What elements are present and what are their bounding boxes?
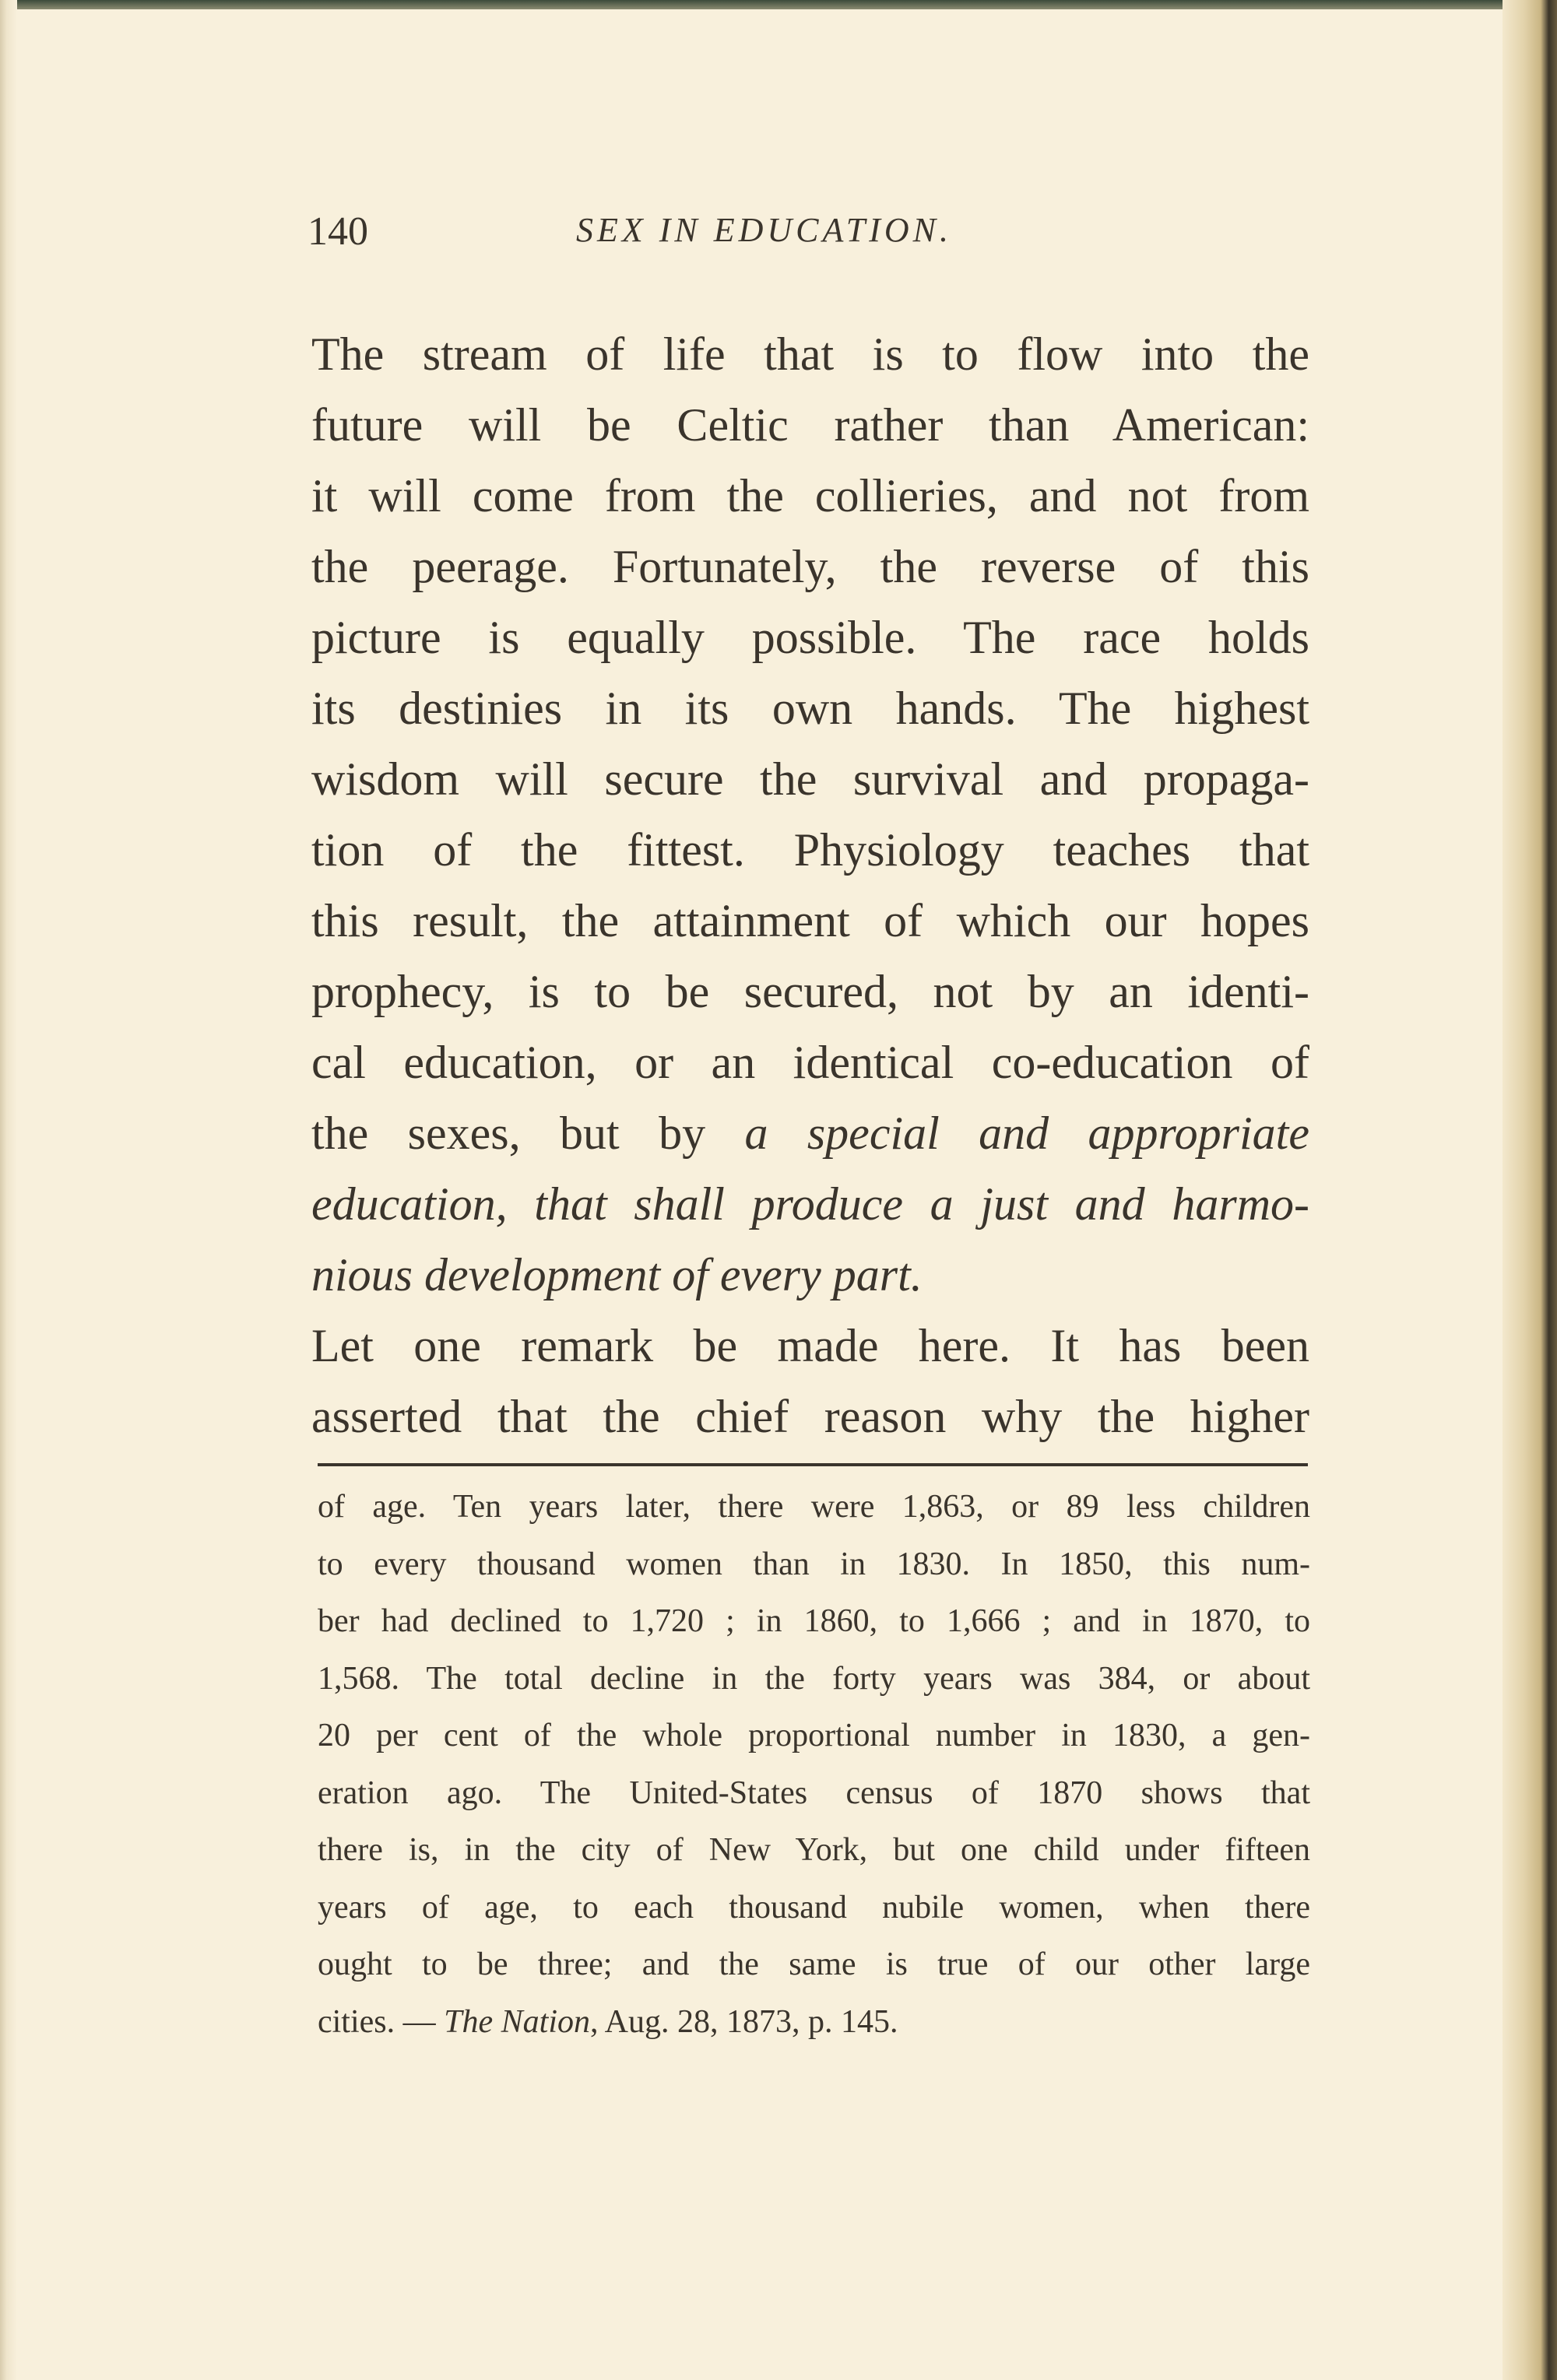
footnote-line: there is, in the city of New York, but one child under fifteen [318, 1832, 1310, 1868]
text-line: prophecy, is to be secured, not by an identi- [311, 966, 1309, 1017]
text-line: it will come from the collieries, and not from [311, 470, 1309, 521]
footnote-line: eration ago. The United-States census of 1870 shows that [318, 1774, 1310, 1811]
text-line: asserted that the chief reason why the higher [311, 1391, 1309, 1442]
text-line: picture is equally possible. The race holds [311, 612, 1309, 663]
page-header [308, 209, 1312, 263]
text-plain: the sexes, but by [311, 1108, 745, 1159]
footnote-line: of age. Ten years later, there were 1,863, or 89 less children [318, 1489, 1310, 1525]
footnote-citation [318, 1994, 1310, 2052]
footnote-rule [318, 1463, 1308, 1466]
footnote-line: to every thousand women than in 1830. In 1850, this num- [318, 1546, 1310, 1582]
book-fore-edge [1503, 0, 1557, 2380]
citation-source: The Nation [444, 2003, 590, 2040]
page-number: 140 [308, 209, 368, 254]
text-italic: a special and appropriate [744, 1108, 1309, 1159]
book-top-edge [0, 0, 1557, 9]
book-gutter [0, 0, 17, 2380]
citation-prefix: cities. — [318, 2003, 445, 2040]
footnote-line: 20 per cent of the whole proportional number in 1830, a gen- [318, 1718, 1310, 1753]
text-italic: education, [311, 1178, 508, 1230]
footnote-line: 1,568. The total decline in the forty years was 384, or about [318, 1660, 1310, 1697]
citation-suffix: , Aug. 28, 1873, p. 145. [590, 2003, 898, 2040]
text-italic: nious development of every part. [311, 1249, 923, 1301]
text-line: Let one remark be made here. It has been [311, 1320, 1309, 1371]
text-line: its destinies in its own hands. The highest [311, 683, 1309, 734]
running-head: SEX IN EDUCATION. [576, 211, 953, 249]
footnote-line: ought to be three; and the same is true of our other large [318, 1946, 1310, 1982]
text-line: wisdom will secure the survival and propaga- [311, 753, 1309, 805]
text-line: The stream of life that is to flow into the [311, 328, 1309, 380]
footnote-line: years of age, to each thousand nubile women, when there [318, 1889, 1310, 1925]
main-text [311, 319, 1309, 1452]
text-italic: that shall produce a just and harmo- [507, 1178, 1309, 1230]
text-line: future will be Celtic rather than American: [311, 399, 1309, 451]
text-line [311, 1098, 1309, 1169]
text-line: the peerage. Fortunately, the reverse of this [311, 541, 1309, 592]
text-line [311, 1169, 1309, 1240]
text-line: tion of the fittest. Physiology teaches that [311, 824, 1309, 876]
footnote-line: ber had declined to 1,720 ; in 1860, to 1,666 ; and in 1870, to [318, 1603, 1310, 1639]
text-line: cal education, or an identical co-education of [311, 1037, 1309, 1088]
text-line [311, 1240, 1309, 1311]
text-line: this result, the attainment of which our hopes [311, 895, 1309, 946]
footnote [318, 1479, 1310, 2051]
